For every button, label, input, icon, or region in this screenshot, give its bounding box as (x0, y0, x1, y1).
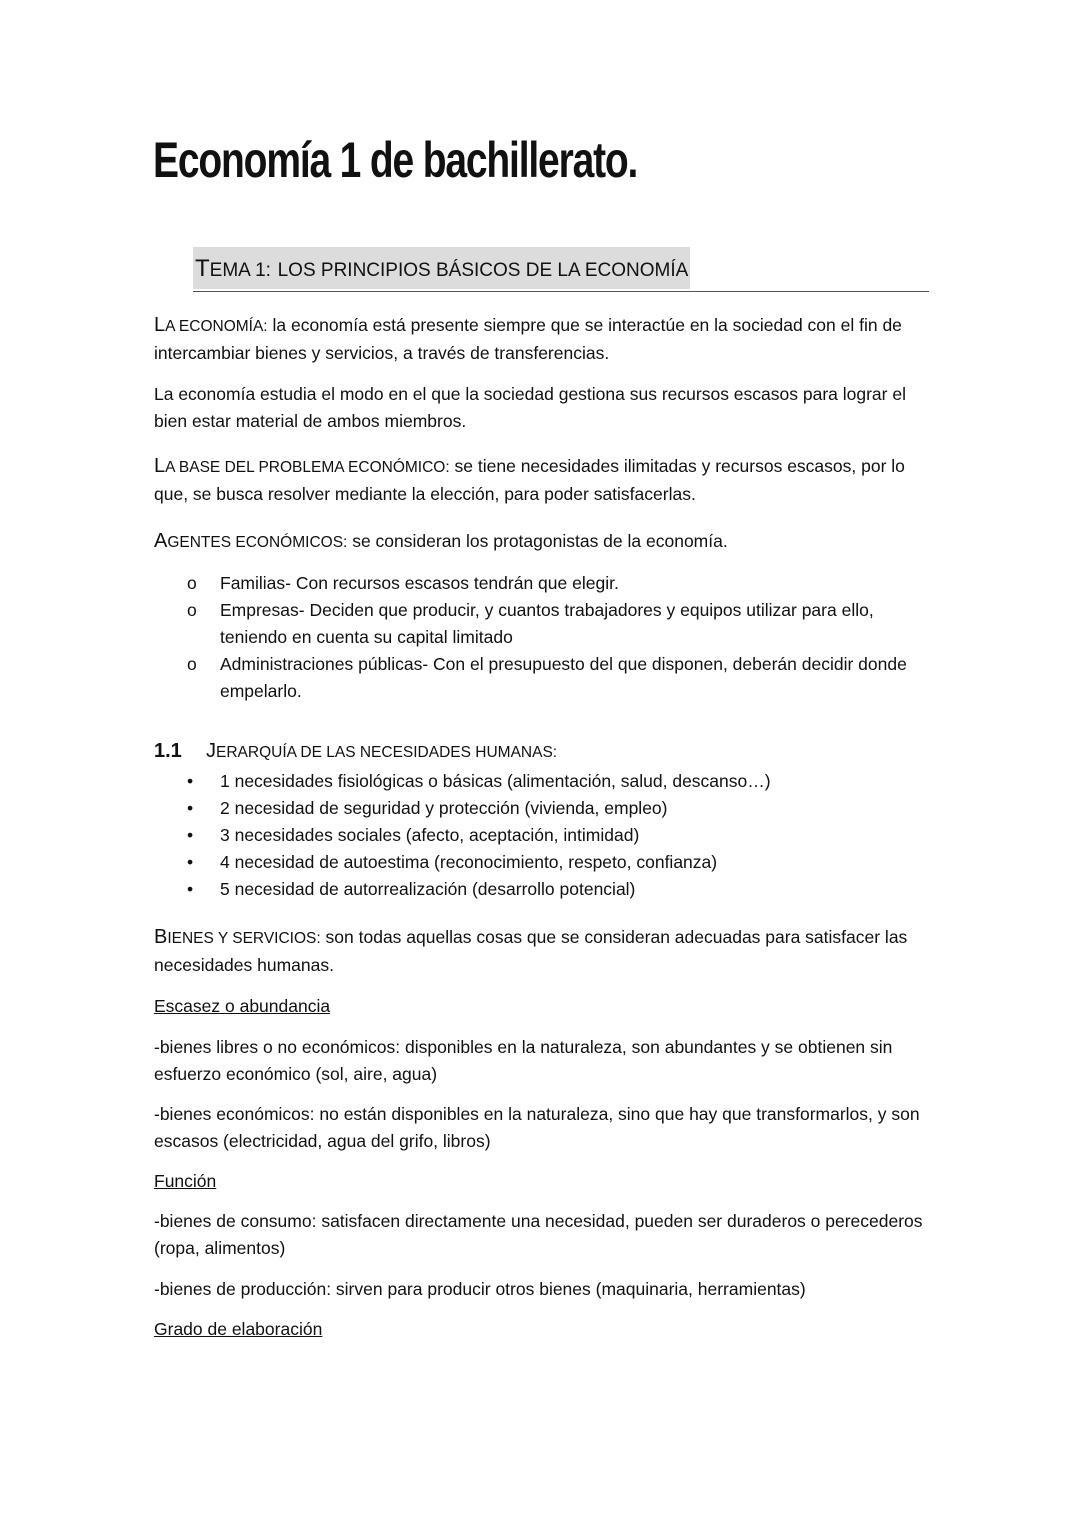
list-item: • 2 necesidad de seguridad y protección (vivienda, empleo) (187, 798, 668, 818)
definition-agentes: se consideran los protagonistas de la economía. (347, 531, 728, 551)
tema-heading (193, 247, 690, 289)
paragraph-base-problema (154, 453, 934, 508)
jerarquia-list (154, 768, 934, 903)
definition-base-problema: se tiene necesidades ilimitadas y recursos escasos, por lo que, se busca resolver mediante la elección, para poder satisfacerlas. (154, 456, 905, 504)
list-item: • 3 necesidades sociales (afecto, aceptación, intimidad) (187, 825, 640, 845)
paragraph-bienes-libres: -bienes libres o no económicos: disponibles en la naturaleza, son abundantes y se obtienen sin esfuerzo económico (sol, aire, agua) (154, 1037, 893, 1084)
tema-title: LOS PRINCIPIOS BÁSICOS DE LA ECONOMÍA (277, 260, 689, 281)
paragraph-estudia: La economía estudia el modo en el que la sociedad gestiona sus recursos escasos para lograr el bien estar material de ambos miembros. (154, 384, 906, 431)
tema-cap: T (195, 255, 210, 282)
term-base-problema: LA BASE DEL PROBLEMA ECONÓMICO: (154, 455, 450, 477)
list-item: • 5 necesidad de autorrealización (desarrollo potencial) (187, 879, 636, 899)
paragraph-bienes (154, 924, 934, 979)
term-economia: LA ECONOMÍA: (154, 314, 268, 336)
document-title: Economía 1 de bachillerato. (153, 132, 638, 188)
subheading-funcion: Función (154, 1171, 217, 1191)
paragraph-economia (154, 312, 934, 367)
subheading-escasez: Escasez o abundancia (154, 996, 331, 1016)
list-item: o Administraciones públicas- Con el presupuesto del que disponen, deberán decidir donde empelarlo. (187, 654, 907, 701)
heading-underline (193, 291, 929, 292)
term-agentes: AGENTES ECONÓMICOS: (154, 530, 348, 552)
agentes-list (154, 570, 934, 705)
list-item: o Familias- Con recursos escasos tendrán que elegir. (187, 573, 619, 593)
list-item: • 4 necesidad de autoestima (reconocimiento, respeto, confianza) (187, 852, 718, 872)
section-heading-jerarquia: 1.1 JERARQUÍA DE LAS NECESIDADES HUMANAS: (154, 736, 557, 768)
paragraph-agentes (154, 528, 934, 556)
paragraph-bienes-economicos: -bienes económicos: no están disponibles en la naturaleza, sino que hay que transformarlos, y son escasos (electricidad, agua del grifo, libros) (154, 1104, 920, 1151)
term-bienes: BIENES Y SERVICIOS: (154, 926, 321, 948)
definition-bienes: son todas aquellas cosas que se consideran adecuadas para satisfacer las necesidades humanas. (154, 927, 908, 975)
subheading-grado: Grado de elaboración (154, 1319, 323, 1339)
tema-label: EMA 1: (209, 260, 271, 281)
list-item: o Empresas- Deciden que producir, y cuantos trabajadores y equipos utilizar para ello, teniendo en cuenta su capital limitado (187, 600, 874, 647)
paragraph-bienes-produccion: -bienes de producción: sirven para producir otros bienes (maquinaria, herramientas) (154, 1279, 806, 1299)
section-number: 1.1 (154, 740, 182, 762)
definition-economia: la economía está presente siempre que se interactúe en la sociedad con el fin de intercambiar bienes y servicios, a través de transferencias. (154, 315, 902, 363)
list-item: • 1 necesidades fisiológicas o básicas (alimentación, salud, descanso…) (187, 771, 771, 791)
paragraph-bienes-consumo: -bienes de consumo: satisfacen directamente una necesidad, pueden ser duraderos o perecederos (ropa, alimentos) (154, 1211, 923, 1258)
